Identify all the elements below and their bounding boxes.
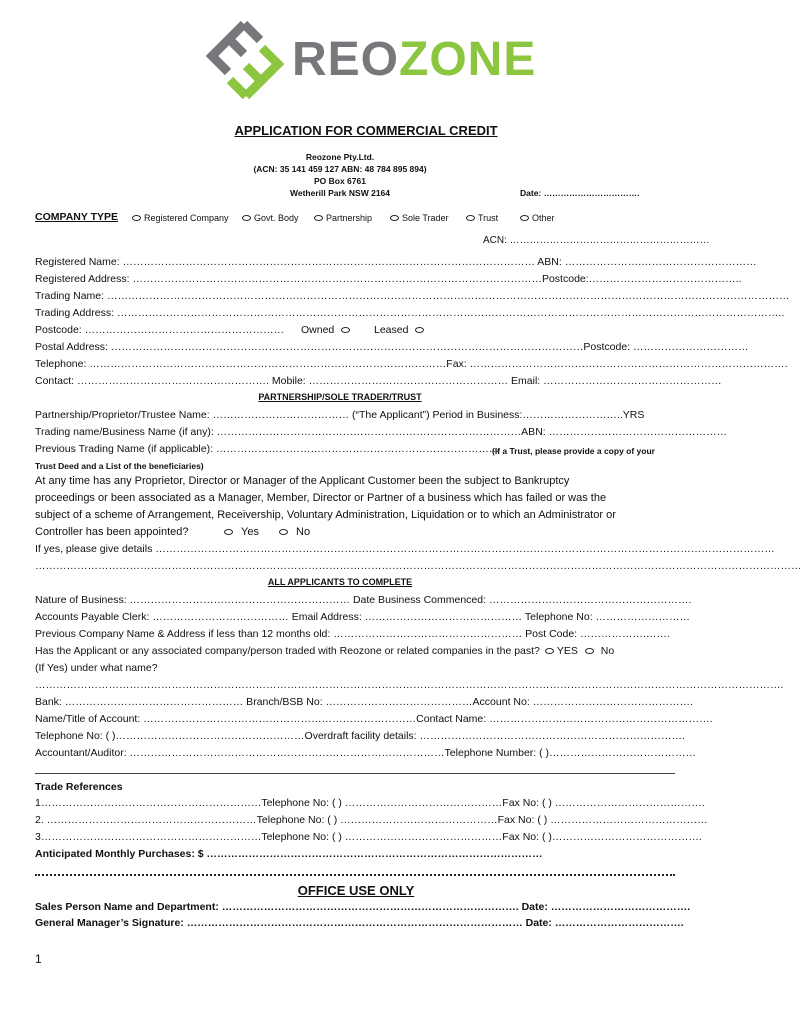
company-address: Wetherill Park NSW 2164 — [290, 188, 390, 198]
traded-yes-label: YES — [556, 645, 578, 657]
dotted-divider — [35, 874, 675, 876]
anticipated-purchases-row[interactable]: Anticipated Monthly Purchases: $ …………………………………………………………………………………… — [35, 848, 543, 860]
bankruptcy-question-line-2: proceedings or been associated as a Manager, Member, Director or Partner of a business which has failed or was the — [35, 492, 607, 504]
radio-icon[interactable] — [466, 215, 475, 221]
previous-company-row[interactable]: Previous Company Name & Address if less than 12 months old: ……………………………………………… Post Code: ……………….……. — [35, 628, 670, 640]
sales-person-row[interactable]: Sales Person Name and Department: …………………………………………………………………………. Date: …………………………………. — [35, 901, 691, 913]
business-name-row[interactable]: Trading name/Business Name (if any): ……………………………………………………………………………ABN: …………………………………………… — [35, 426, 728, 438]
radio-icon[interactable] — [132, 215, 141, 221]
option-partnership[interactable]: Partnership — [314, 213, 372, 223]
office-use-heading: OFFICE USE ONLY — [297, 883, 415, 898]
company-po-box: PO Box 6761 — [314, 176, 366, 186]
bankruptcy-question-line-3: subject of a scheme of Arrangement, Receivership, Voluntary Administration, Liquidation or to which an Administrator or — [35, 509, 616, 521]
telephone-row[interactable]: Telephone: …………………………………………………………………………………………Fax: ………………………………………………………………………………. — [35, 358, 788, 370]
option-govt-body[interactable]: Govt. Body — [242, 213, 299, 223]
date-field[interactable]: Date: ……………………………. — [520, 188, 640, 198]
company-type-label: COMPANY TYPE — [35, 211, 119, 223]
trade-references-heading: Trade References — [35, 781, 123, 793]
under-what-name-row: (If Yes) under what name? — [35, 662, 158, 674]
controller-yes-option[interactable]: Yes — [224, 526, 259, 538]
account-name-row[interactable]: Name/Title of Account: ……………………………………………………………………Contact Name: ………………………………………………………. — [35, 713, 713, 725]
company-numbers: (ACN: 35 141 459 127 ABN: 48 784 895 894) — [253, 164, 427, 174]
radio-icon[interactable] — [390, 215, 399, 221]
radio-icon[interactable] — [242, 215, 251, 221]
registered-address-row[interactable]: Registered Address: ………………………………………………………………………………………………………Postcode:…………………………………….. — [35, 273, 742, 285]
accounts-payable-row[interactable]: Accounts Payable Clerk: ………………………………… Email Address: ……………………………………… Telephone No: ……………………… — [35, 611, 691, 623]
postcode-field[interactable]: Postcode: ………………………………………………… — [35, 324, 285, 336]
trading-address-row[interactable]: Trading Address: ……………………………………………………………………………………………………………………………………………………………………….. — [35, 307, 785, 319]
traded-question: Has the Applicant or any associated company/person traded with Reozone or related companies in the past? YES No — [35, 645, 615, 657]
registered-name-row[interactable]: Registered Name: …………………………………………………………………….………………………………… ABN: ………………….…………………………… — [35, 256, 757, 268]
trade-reference-row-1[interactable]: 1………………………………………………………Telephone No: ( ) ………………………………………Fax No: ( ) ……………………………………. — [35, 797, 705, 809]
under-what-name-dots[interactable]: ……………………………………………………………………………………………………………………………………………………………………………………………. — [35, 679, 784, 691]
contact-row[interactable]: Contact: ………………………………………………. Mobile: ………………………………………………… Email: …………………………………………… — [35, 375, 722, 387]
option-sole-trader[interactable]: Sole Trader — [390, 213, 449, 223]
divider — [35, 773, 675, 774]
option-other[interactable]: Other — [520, 213, 555, 223]
bankruptcy-question-line-1: At any time has any Proprietor, Director or Manager of the Applicant Customer been the subject to Bankruptcy — [35, 475, 570, 487]
controller-question: Controller has been appointed? — [35, 526, 189, 538]
radio-icon[interactable] — [520, 215, 529, 221]
radio-icon[interactable] — [341, 327, 350, 333]
partnership-heading: PARTNERSHIP/SOLE TRADER/TRUST — [258, 392, 422, 402]
trade-reference-row-2[interactable]: 2. ……………………………………………………Telephone No: ( ) ………………………………………Fax No: ( ) ……………………………………… — [35, 814, 708, 826]
owned-option[interactable]: Owned — [301, 324, 353, 336]
logo — [200, 18, 537, 103]
option-registered-company[interactable]: Registered Company — [132, 213, 229, 223]
trade-reference-row-3[interactable]: 3………………………………………………………Telephone No: ( ) ………………………………………Fax No: ( )……………………………………. — [35, 831, 702, 843]
brand-left: REO — [292, 33, 400, 86]
bank-row[interactable]: Bank: …………………………………………… Branch/BSB No: ……………………………………Account No: ………………………………………. — [35, 696, 694, 708]
details-row[interactable]: If yes, please give details …………………………………………………………………………………………………………………………………………………………… — [35, 543, 775, 555]
postal-address-row[interactable]: Postal Address: ………………………………………………………………………………………………………………………Postcode: …………………………… — [35, 341, 749, 353]
radio-icon[interactable] — [415, 327, 424, 333]
partnership-name-row[interactable]: Partnership/Proprietor/Trustee Name: ………………………………… (“The Applicant”) Period in Business:………………………..YRS — [35, 409, 645, 421]
radio-icon[interactable] — [279, 529, 288, 535]
nature-of-business-row[interactable]: Nature of Business: ……………………………………………………… Date Business Commenced: …………………………………………………. — [35, 594, 692, 606]
page-number: 1 — [35, 952, 42, 966]
reozone-logo-icon — [200, 20, 290, 100]
accountant-row[interactable]: Accountant/Auditor: ………………………………………………………………………………Telephone Number: ( )…………………………………… — [35, 747, 697, 759]
brand-right: ZONE — [399, 33, 537, 86]
details-dots-row[interactable]: ………………………………………………………………………………………………………………………………………………………………………………………………… — [35, 560, 802, 572]
traded-no-label: No — [600, 645, 615, 657]
radio-icon[interactable] — [224, 529, 233, 535]
company-name: Reozone Pty.Ltd. — [305, 152, 375, 162]
overdraft-row[interactable]: Telephone No: ( )………………………………………………Overdraft facility details: …………………………………………………………………. — [35, 730, 685, 742]
acn-field[interactable]: ACN: …………………………………………………… — [483, 235, 710, 246]
radio-icon[interactable] — [545, 648, 554, 654]
previous-trading-name-row[interactable]: Previous Trading Name (if applicable): ……………………………………………………………………… — [35, 443, 500, 455]
trust-note: (If a Trust, please provide a copy of your — [492, 446, 655, 456]
radio-icon[interactable] — [585, 648, 594, 654]
controller-no-option[interactable]: No — [279, 526, 310, 538]
page-title: APPLICATION FOR COMMERCIAL CREDIT — [234, 123, 498, 138]
trading-name-row[interactable]: Trading Name: …………………………………………………………………………………………………………………………………………………………………………… — [35, 290, 790, 302]
general-manager-row[interactable]: General Manager’s Signature: …………………………………………………………………………………… Date: ………………………………. — [35, 917, 684, 929]
option-trust[interactable]: Trust — [466, 213, 498, 223]
all-applicants-heading: ALL APPLICANTS TO COMPLETE — [267, 577, 413, 587]
trust-note-2: Trust Deed and a List of the beneficiaries) — [35, 461, 204, 471]
radio-icon[interactable] — [314, 215, 323, 221]
leased-option[interactable]: Leased — [374, 324, 427, 336]
